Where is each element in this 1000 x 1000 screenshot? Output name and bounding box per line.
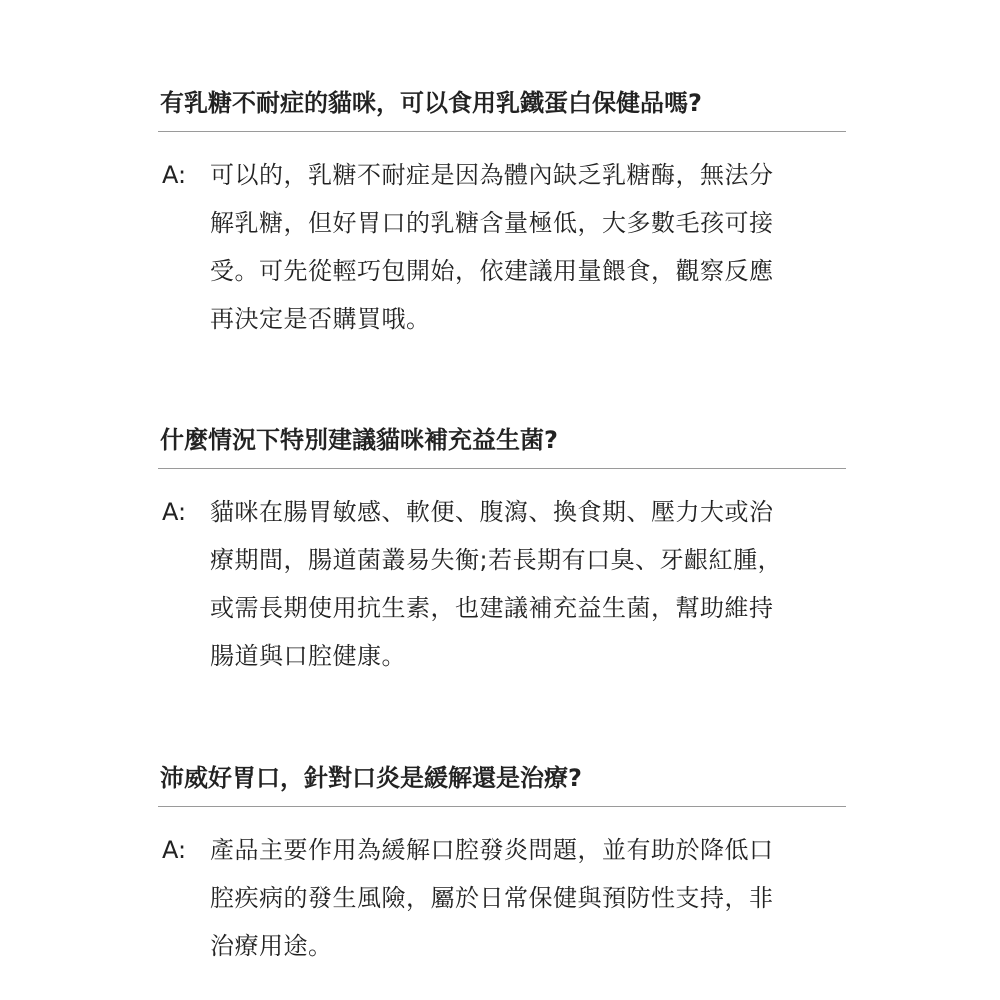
faq-answer <box>158 488 846 680</box>
answer-line: 或需長期使用抗生素，也建議補充益生菌，幫助維持 <box>210 594 774 622</box>
answer-text <box>210 151 846 343</box>
divider <box>158 468 846 469</box>
answer-line: 腔疾病的發生風險，屬於日常保健與預防性支持，非 <box>210 884 774 912</box>
answer-line: 貓咪在腸胃敏感、軟便、腹瀉、換食期、壓力大或治 <box>210 498 774 526</box>
answer-line: 治療用途。 <box>210 932 333 960</box>
answer-line: 再決定是否購買哦。 <box>210 305 431 333</box>
answer-line: 解乳糖，但好胃口的乳糖含量極低，大多數毛孩可接 <box>210 209 774 237</box>
answer-line: 療期間，腸道菌叢易失衡;若長期有口臭、牙齦紅腫， <box>210 546 783 574</box>
answer-line: 受。可先從輕巧包開始，依建議用量餵食，觀察反應 <box>210 257 774 285</box>
faq-answer <box>158 151 846 343</box>
faq-item-2 <box>158 425 846 680</box>
faq-item-3 <box>158 763 846 970</box>
divider <box>158 131 846 132</box>
answer-line: 產品主要作用為緩解口腔發炎問題，並有助於降低口 <box>210 836 774 864</box>
answer-prefix: A: <box>162 161 187 189</box>
answer-line: 可以的，乳糖不耐症是因為體內缺乏乳糖酶，無法分 <box>210 161 774 189</box>
answer-text <box>210 488 846 680</box>
faq-item-1 <box>158 88 846 343</box>
divider <box>158 806 846 807</box>
answer-prefix: A: <box>162 836 187 864</box>
answer-prefix: A: <box>162 498 187 526</box>
answer-line: 腸道與口腔健康。 <box>210 642 406 670</box>
faq-answer <box>158 826 846 970</box>
faq-question: 沛威好胃口，針對口炎是緩解還是治療? <box>160 764 582 792</box>
faq-question: 什麼情況下特別建議貓咪補充益生菌? <box>160 426 558 454</box>
answer-text <box>210 826 846 970</box>
faq-question: 有乳糖不耐症的貓咪，可以食用乳鐵蛋白保健品嗎? <box>160 89 702 117</box>
